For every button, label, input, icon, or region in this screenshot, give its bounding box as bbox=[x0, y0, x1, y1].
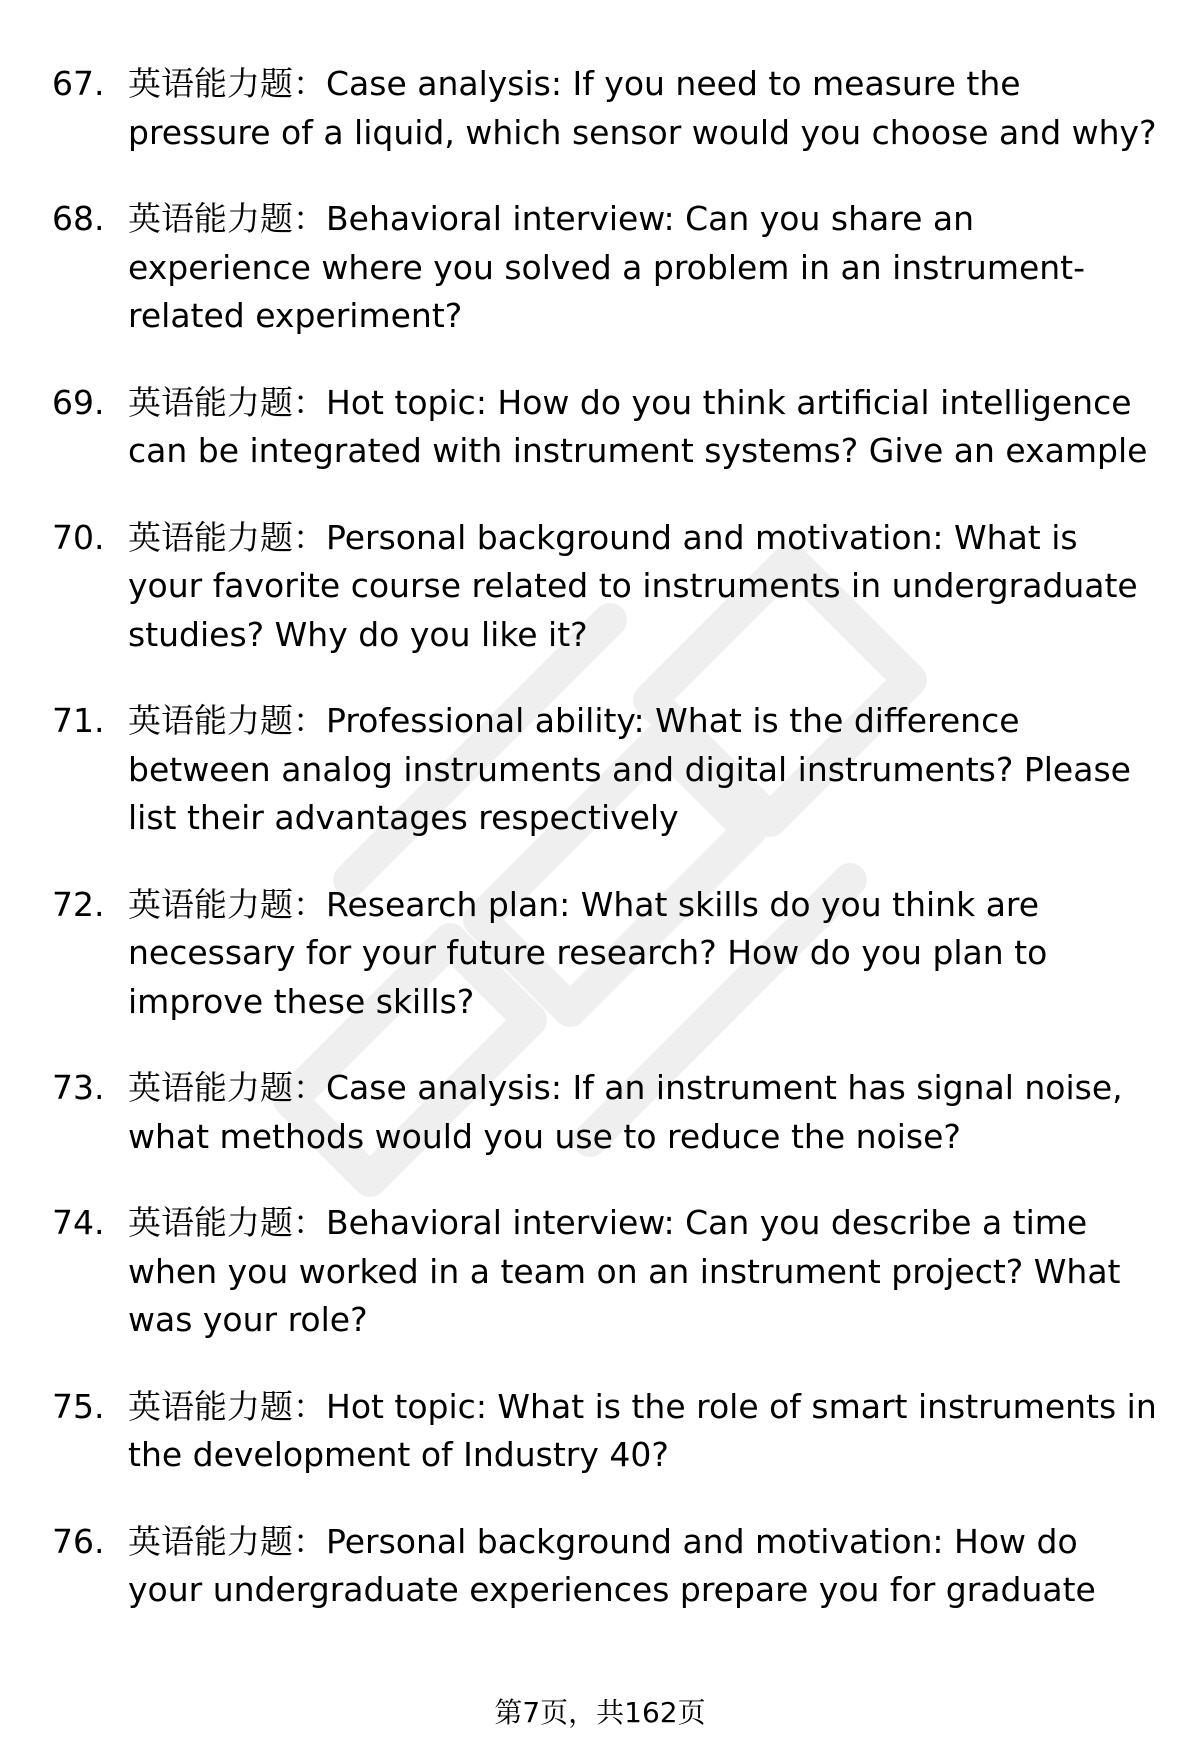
question-item bbox=[52, 1383, 1157, 1480]
question-body bbox=[128, 60, 1157, 157]
question-item bbox=[52, 514, 1157, 660]
question-text: Behavioral interview: Can you describe a time when you worked in a team on an instrument project? What was your role? bbox=[128, 1203, 1121, 1339]
question-item bbox=[52, 1064, 1157, 1161]
question-number: 71. bbox=[52, 701, 105, 740]
question-item bbox=[52, 881, 1157, 1027]
question-category: 英语能力题： bbox=[128, 1068, 326, 1107]
question-body bbox=[128, 1064, 1157, 1161]
question-body bbox=[128, 1518, 1157, 1615]
question-body bbox=[128, 881, 1157, 1027]
question-body bbox=[128, 1199, 1157, 1345]
question-category: 英语能力题： bbox=[128, 1521, 326, 1561]
question-text: Case analysis: If an instrument has signal noise, what methods would you use to reduce the noise? bbox=[128, 1068, 1123, 1156]
question-text: Hot topic: What is the role of smart instruments in the development of Industry 40? bbox=[128, 1386, 1157, 1474]
question-number: 73. bbox=[52, 1068, 105, 1107]
question-category: 英语能力题： bbox=[128, 1203, 326, 1242]
question-item bbox=[52, 1518, 1157, 1615]
question-category: 英语能力题： bbox=[128, 701, 326, 740]
question-text: Behavioral interview: Can you share an experience where you solved a problem in an instrument-related experiment? bbox=[128, 199, 1086, 335]
question-text: Hot topic: How do you think artificial intelligence can be integrated with instrument systems? Give an example bbox=[128, 382, 1148, 470]
question-body bbox=[128, 195, 1157, 341]
question-item bbox=[52, 1199, 1157, 1345]
question-category: 英语能力题： bbox=[128, 1386, 326, 1426]
question-category: 英语能力题： bbox=[128, 64, 326, 103]
question-item bbox=[52, 60, 1157, 157]
question-body bbox=[128, 1383, 1157, 1480]
question-item bbox=[52, 195, 1157, 341]
question-text: Case analysis: If you need to measure the pressure of a liquid, which sensor would you choose and why? bbox=[128, 64, 1157, 152]
question-category: 英语能力题： bbox=[128, 382, 326, 422]
question-number: 75. bbox=[52, 1386, 105, 1426]
question-body bbox=[128, 379, 1157, 476]
question-text: Personal background and motivation: What is your favorite course related to instruments in undergraduate studies? Why do you like it? bbox=[128, 517, 1138, 654]
question-list bbox=[52, 60, 1157, 1653]
question-number: 70. bbox=[52, 517, 105, 557]
page-footer: 第7页，共162页 bbox=[494, 1696, 706, 1729]
question-number: 68. bbox=[52, 199, 105, 238]
question-number: 69. bbox=[52, 382, 105, 422]
question-number: 72. bbox=[52, 884, 105, 924]
question-body bbox=[128, 514, 1157, 660]
question-category: 英语能力题： bbox=[128, 884, 326, 924]
question-text: Professional ability: What is the difference between analog instruments and digital instruments? Please list their advantages respectively bbox=[128, 701, 1131, 837]
question-category: 英语能力题： bbox=[128, 517, 326, 557]
question-number: 74. bbox=[52, 1203, 105, 1242]
question-text: Personal background and motivation: How do your undergraduate experiences prepare you for graduate bbox=[128, 1521, 1096, 1609]
question-number: 67. bbox=[52, 64, 105, 103]
question-body bbox=[128, 697, 1157, 843]
question-item bbox=[52, 379, 1157, 476]
question-category: 英语能力题： bbox=[128, 199, 326, 238]
question-text: Research plan: What skills do you think are necessary for your future research? How do you plan to improve these skills? bbox=[128, 884, 1048, 1021]
question-number: 76. bbox=[52, 1521, 105, 1561]
question-item bbox=[52, 697, 1157, 843]
